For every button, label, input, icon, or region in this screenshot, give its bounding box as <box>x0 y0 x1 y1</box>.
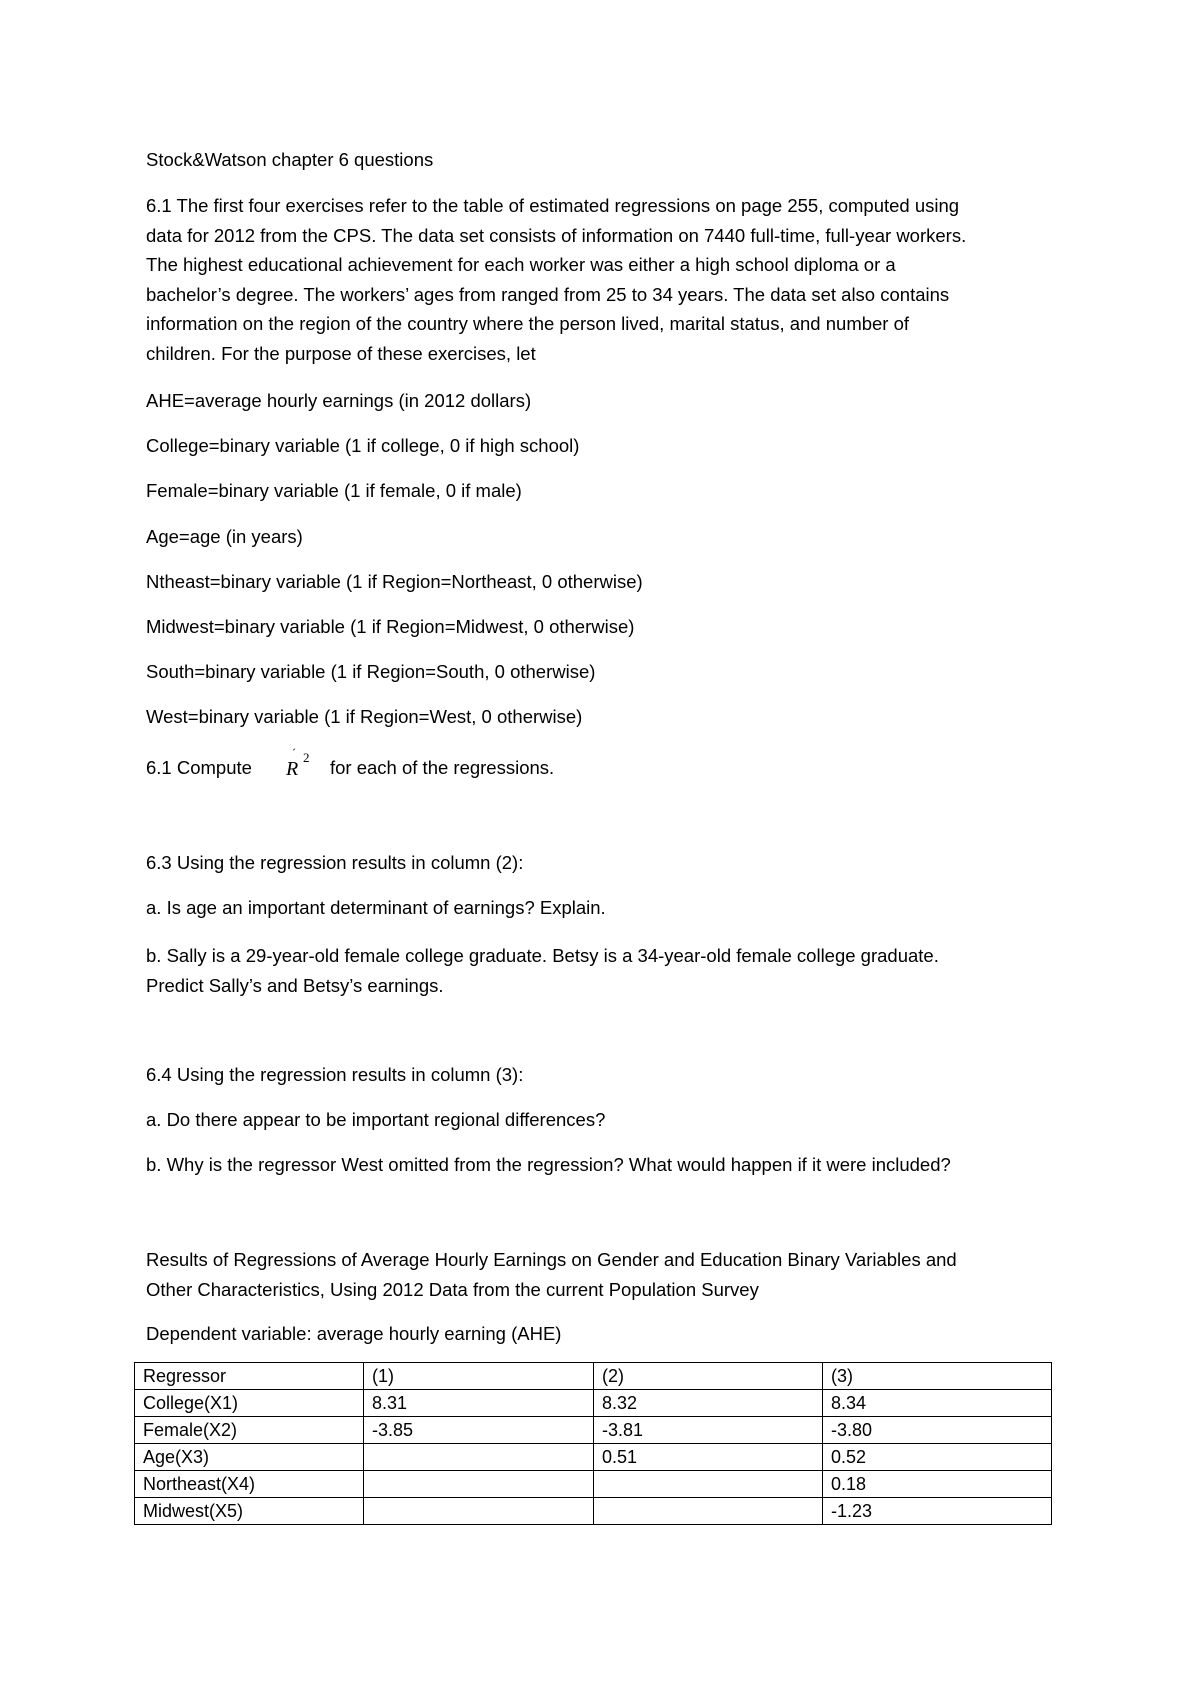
table-row <box>135 1498 1052 1525</box>
question-6-3-a: a. Is age an important determinant of earnings? Explain. <box>146 897 606 918</box>
coefficient-cell <box>364 1444 594 1471</box>
coefficient-cell: -3.80 <box>823 1417 1052 1444</box>
r-bar-tick: ´ <box>292 746 296 760</box>
regressor-name: Age(X3) <box>135 1444 364 1471</box>
question-6-4-a: a. Do there appear to be important regional differences? <box>146 1109 606 1130</box>
coefficient-cell <box>594 1471 823 1498</box>
dependent-variable-label: Dependent variable: average hourly earning (AHE) <box>146 1323 562 1344</box>
question-6-1 <box>146 756 252 780</box>
coefficient-cell <box>364 1471 594 1498</box>
definition-female: Female=binary variable (1 if female, 0 if male) <box>146 480 522 501</box>
coefficient-cell: 8.32 <box>594 1390 823 1417</box>
regressor-name: Female(X2) <box>135 1417 364 1444</box>
header-regressor: Regressor <box>135 1363 364 1390</box>
question-6-3-heading: 6.3 Using the regression results in column (2): <box>146 852 524 873</box>
table-row <box>135 1390 1052 1417</box>
coefficient-cell <box>594 1498 823 1525</box>
intro-paragraph <box>146 191 1066 368</box>
question-6-4-heading: 6.4 Using the regression results in column (3): <box>146 1064 524 1085</box>
definition-college: College=binary variable (1 if college, 0 if high school) <box>146 435 580 456</box>
header-column-3: (3) <box>823 1363 1052 1390</box>
question-6-3-b <box>146 941 1066 1000</box>
definition-ahe: AHE=average hourly earnings (in 2012 dollars) <box>146 390 532 411</box>
r-bar-squared-symbol <box>286 746 310 781</box>
definition-west: West=binary variable (1 if Region=West, 0 otherwise) <box>146 706 583 727</box>
regressor-name: Midwest(X5) <box>135 1498 364 1525</box>
coefficient-cell: -3.81 <box>594 1417 823 1444</box>
coefficient-cell <box>364 1498 594 1525</box>
coefficient-cell: -1.23 <box>823 1498 1052 1525</box>
coefficient-cell: 8.31 <box>364 1390 594 1417</box>
table-caption-line: Results of Regressions of Average Hourly Earnings on Gender and Education Binary Variables and <box>146 1249 957 1270</box>
table-row <box>135 1417 1052 1444</box>
table-caption-line: Other Characteristics, Using 2012 Data from the current Population Survey <box>146 1278 759 1300</box>
definition-south: South=binary variable (1 if Region=South, 0 otherwise) <box>146 661 596 682</box>
question-6-4-b: b. Why is the regressor West omitted from the regression? What would happen if it were included? <box>146 1154 951 1175</box>
table-header-row <box>135 1363 1052 1390</box>
question-6-3-b-line: b. Sally is a 29-year-old female college graduate. Betsy is a 34-year-old female college graduate. <box>146 945 939 966</box>
r-symbol: R <box>286 758 299 780</box>
coefficient-cell: 0.52 <box>823 1444 1052 1471</box>
coefficient-cell: 0.18 <box>823 1471 1052 1498</box>
intro-line: 6.1 The first four exercises refer to the table of estimated regressions on page 255, computed using <box>146 195 960 216</box>
definition-age: Age=age (in years) <box>146 526 303 547</box>
r-superscript: 2 <box>303 750 310 765</box>
document-title: Stock&Watson chapter 6 questions <box>146 149 434 170</box>
question-6-1-rest: for each of the regressions. <box>330 757 555 778</box>
question-6-1-text: 6.1 Compute <box>146 757 252 778</box>
regression-results-table <box>134 1362 1052 1525</box>
coefficient-cell: -3.85 <box>364 1417 594 1444</box>
intro-line: The highest educational achievement for each worker was either a high school diploma or a <box>146 254 896 275</box>
regressor-name: College(X1) <box>135 1390 364 1417</box>
intro-line: children. For the purpose of these exercises, let <box>146 342 536 364</box>
coefficient-cell: 0.51 <box>594 1444 823 1471</box>
intro-line: bachelor’s degree. The workers’ ages from ranged from 25 to 34 years. The data set also contains <box>146 283 950 305</box>
intro-line: data for 2012 from the CPS. The data set consists of information on 7440 full-time, full-year workers. <box>146 224 967 246</box>
table-row <box>135 1444 1052 1471</box>
definition-northeast: Ntheast=binary variable (1 if Region=Northeast, 0 otherwise) <box>146 571 643 592</box>
definition-midwest: Midwest=binary variable (1 if Region=Midwest, 0 otherwise) <box>146 616 635 637</box>
intro-line: information on the region of the country where the person lived, marital status, and number of <box>146 313 910 334</box>
regressor-name: Northeast(X4) <box>135 1471 364 1498</box>
header-column-1: (1) <box>364 1363 594 1390</box>
header-column-2: (2) <box>594 1363 823 1390</box>
table-row <box>135 1471 1052 1498</box>
coefficient-cell: 8.34 <box>823 1390 1052 1417</box>
table-caption <box>146 1245 1066 1304</box>
question-6-3-b-line: Predict Sally’s and Betsy’s earnings. <box>146 974 444 996</box>
